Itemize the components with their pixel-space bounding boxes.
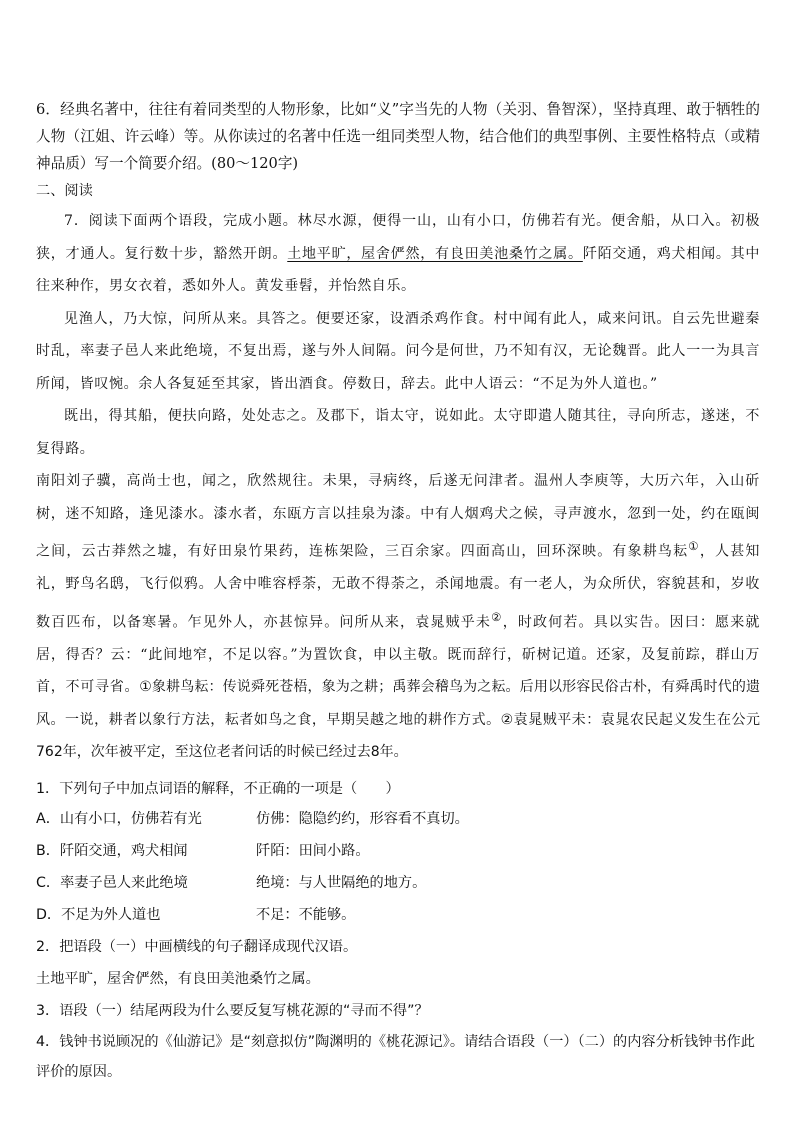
passage-block <box>36 205 760 769</box>
underlined-sentence: 土地平旷，屋舍俨然，有良田美池桑竹之属。 <box>287 245 583 262</box>
question-7-intro: 7．阅读下面两个语段，完成小题。林尽水源，便得一山，山有小口，仿佛若有光。便舍船，从口入。初极狭，才通人。复行数十步，豁然开朗。 <box>36 213 760 262</box>
sub-question-3: 3．语段（一）结尾两段为什么要反复写桃花源的“寻而不得”？ <box>36 1002 429 1019</box>
option-a[interactable] <box>36 803 760 835</box>
sub-question-4: 4．钱钟书说顾况的《仙游记》是“刻意拟仿”陶渊明的《桃花源记》。请结合语段（一）（二）的内容分析钱钟书作此评价的原因。 <box>36 1033 755 1080</box>
option-b-explanation: 阡陌：田间小路。 <box>256 842 370 859</box>
passage-text: 阡陌交通，鸡犬相闻。其中往来种作，男女衣着，悉如外人。黄发垂髫，并怡然自乐。 <box>36 245 761 294</box>
option-b[interactable] <box>36 835 760 867</box>
passage-text: ，人甚知礼，野鸟名鸱，飞行似鸦。人舍中唯容桴荼，无敢不得荼之，杀闻地震。有一老人，为众所伏，容貌甚和，岁收数百匹布，以备寒暑。乍见外人，亦甚惊异。问所从来，袁晁贼乎未 <box>36 543 760 631</box>
option-d[interactable] <box>36 899 760 931</box>
option-c-explanation: 绝境：与人世隔绝的地方。 <box>256 874 427 891</box>
question-6: 6．经典名著中，往往有着同类型的人物形象，比如“义”字当先的人物（关羽、鲁智深），坚持真理、敢于牺牲的人物（江姐、许云峰）等。从你读过的名著中任选一组同类型人物，结合他们的典型事例、主要性格特点（或精神品质）写一个简要介绍。(80～120字) <box>36 101 760 172</box>
option-c[interactable] <box>36 867 760 899</box>
sub-question-2-sentence: 土地平旷，屋舍俨然，有良田美池桑竹之属。 <box>36 970 320 987</box>
passage-paragraph-2: 见渔人，乃大惊，问所从来。具答之。便要还家，设酒杀鸡作食。村中闻有此人，咸来问讯。自云先世避秦时乱，率妻子邑人来此绝境，不复出焉，遂与外人间隔。问今是何世，乃不知有汉，无论魏晋。此人一一为具言所闻，皆叹惋。余人各复延至其家，皆出酒食。停数日，辞去。此中人语云：“不足为外人道也。” <box>36 310 760 392</box>
option-a-explanation: 仿佛：隐隐约约，形容看不真切。 <box>256 810 469 827</box>
footnote-marker-1: ① <box>688 539 700 553</box>
option-d-sentence: D．不足为外人道也 <box>36 906 161 923</box>
footnote-marker-2: ② <box>491 609 503 624</box>
footnotes: ①象耕鸟耘：传说舜死苍梧，象为之耕；禹葬会稽鸟为之耘。后用以形容民俗古朴，有舜禹时代的遗风。一说，耕者以象行方法，耘者如鸟之食，早期吴越之地的耕作方式。②袁晁贼平未：袁晁农民起义发生在公元762年，次年被平定，至这位老者问话的时候已经过去8年。 <box>36 679 760 761</box>
passage-paragraph-1 <box>36 205 760 303</box>
passage-text: ，时政何若。具以实告。因曰：愿来就居，得否？云：“此间地窄，不足以容。”为置饮食，申以主敬。既而辞行，斫树记道。还家，及复前踪，群山万首，不可寻省。 <box>36 614 760 696</box>
sub-question-2: 2．把语段（一）中画横线的句子翻译成现代汉语。 <box>36 938 358 955</box>
option-a-sentence: A．山有小口，仿佛若有光 <box>36 810 202 827</box>
exam-page <box>36 96 760 1087</box>
section-heading-reading: 二、阅读 <box>36 183 93 199</box>
option-d-explanation: 不足：不能够。 <box>256 906 356 923</box>
passage-paragraph-3: 既出，得其船，便扶向路，处处志之。及郡下，诣太守，说如此。太守即遣人随其往，寻向所志，遂迷，不复得路。 <box>36 408 760 457</box>
option-c-sentence: C．率妻子邑人来此绝境 <box>36 874 188 891</box>
sub-question-1: 1．下列句子中加点词语的解释，不正确的一项是（ ） <box>36 780 400 797</box>
option-b-sentence: B．阡陌交通，鸡犬相闻 <box>36 842 188 859</box>
passage-paragraph-4 <box>36 465 760 769</box>
passage-text: 南阳刘子骥，高尚士也，闻之，欣然规往。未果，寻病终，后遂无问津者。温州人李庾等，大历六年，入山斫树，迷不知路，逢见漆水。漆水者，东瓯方言以挂泉为漆。中有人烟鸡犬之候，寻声渡水，忽到一处，约在瓯闽之间，云古莽然之墟，有好田泉竹果药，连栋架险，三百余家。四面高山，回环深映。有象耕鸟耘 <box>36 473 760 560</box>
